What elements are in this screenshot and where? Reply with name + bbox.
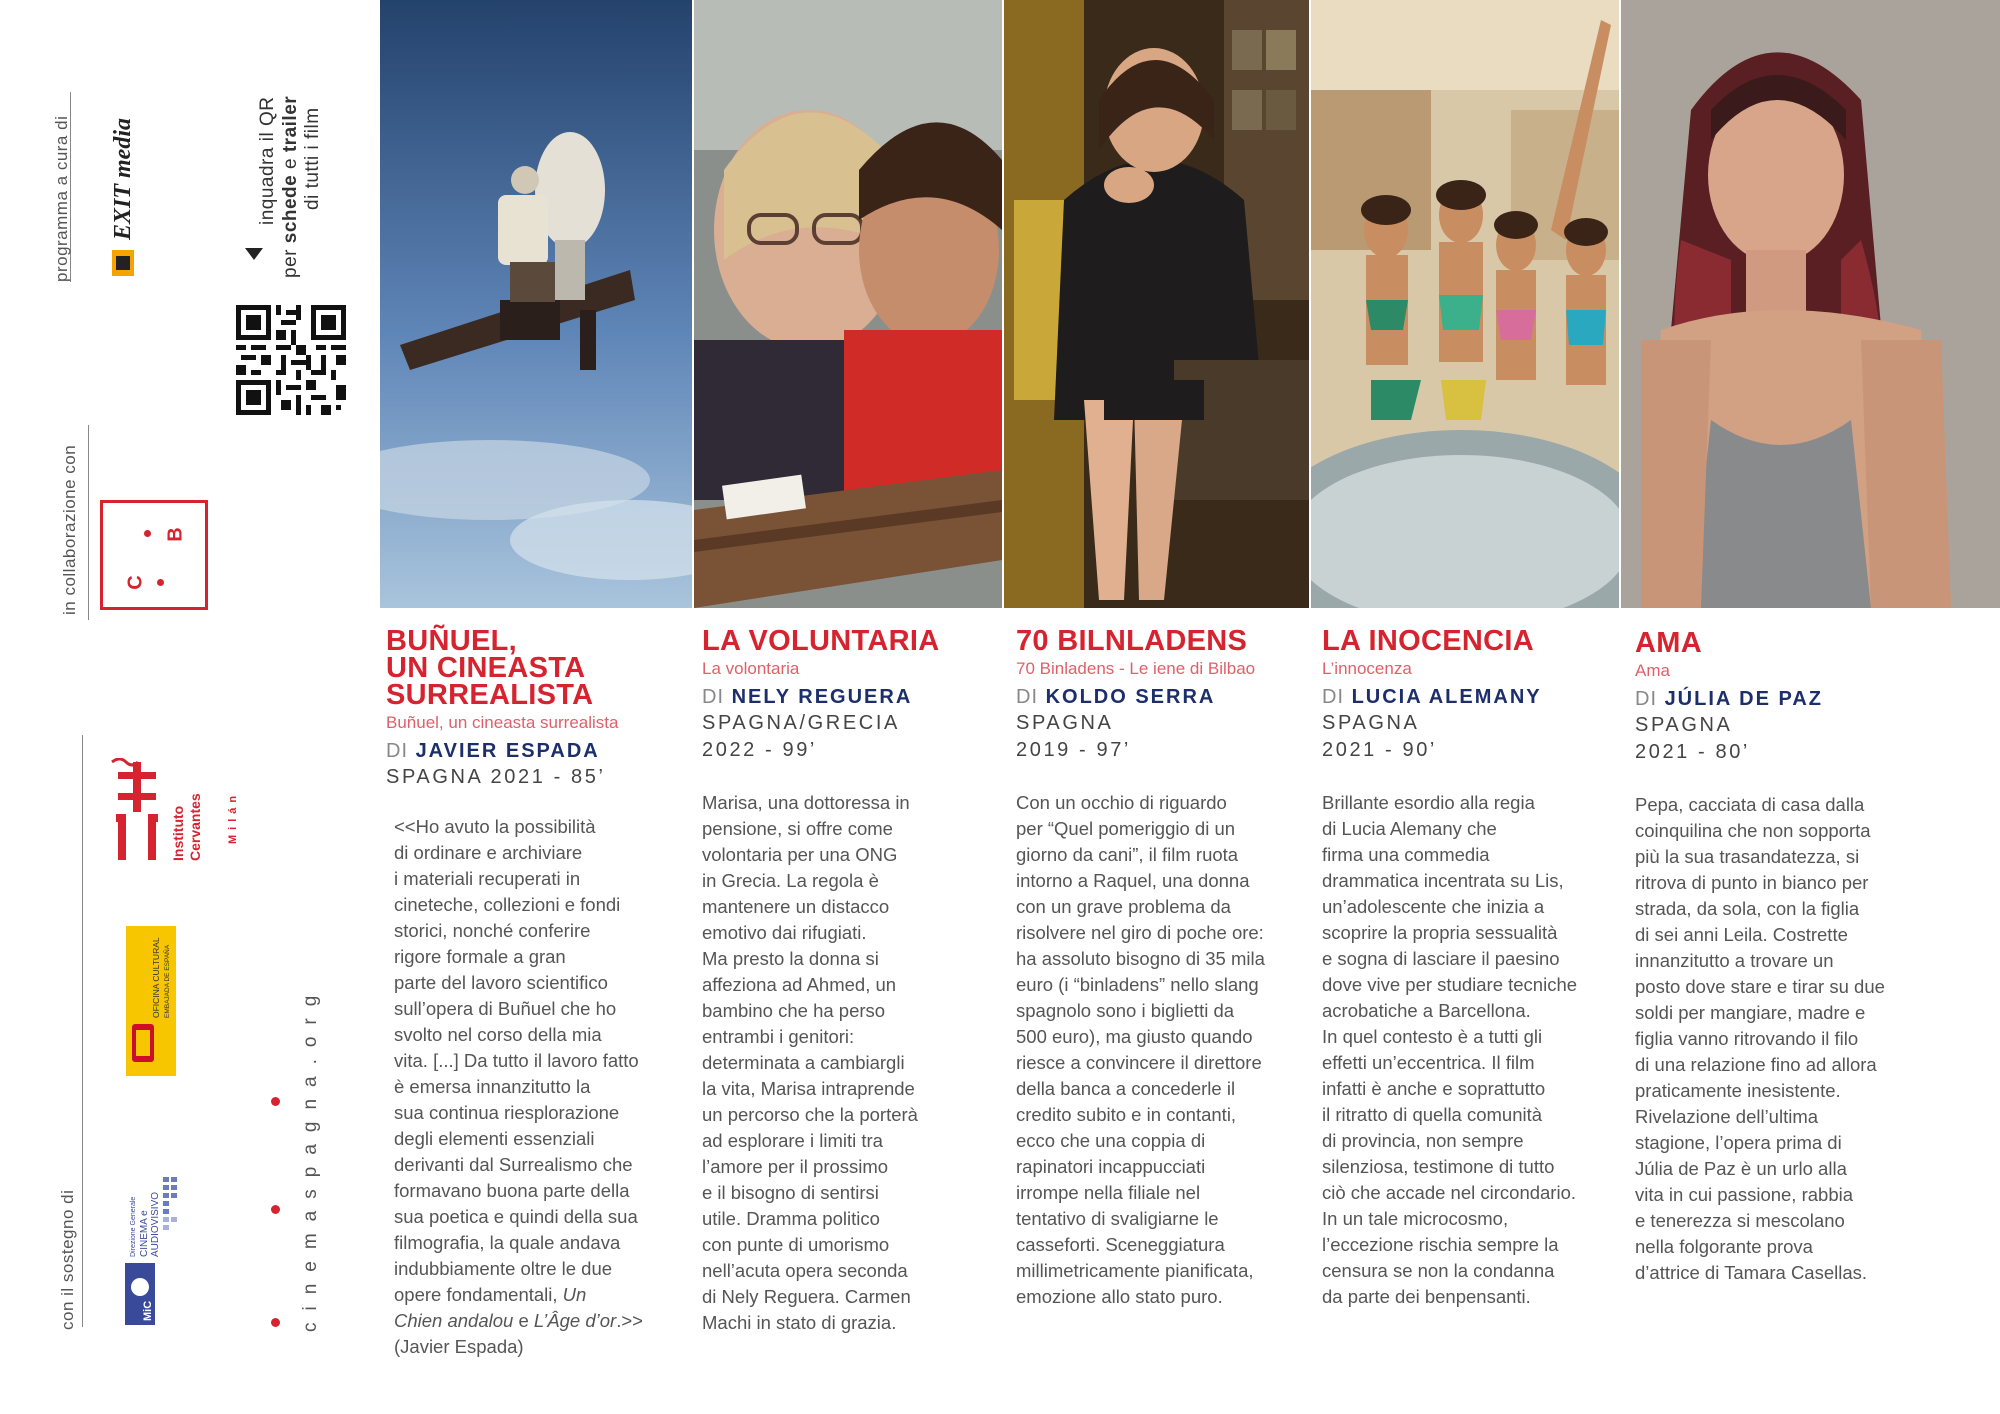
cb-dot bbox=[144, 530, 151, 537]
film-meta: SPAGNA bbox=[1635, 714, 1733, 736]
support-label: con il sostegno di bbox=[58, 1189, 77, 1330]
divider-line bbox=[82, 735, 83, 1327]
svg-text:Direzione Generale: Direzione Generale bbox=[130, 1196, 137, 1257]
film-meta: SPAGNA 2021 - 85’ bbox=[386, 766, 606, 788]
cb-dot bbox=[157, 579, 164, 586]
film-synopsis: Brillante esordio alla regia di Lucia Alemany che firma una commedia drammatica incentrata su Lis, un’adolescente che inizia a scoprire la propria sessualità e sogna di lasciare il paesino dove vive per studiare tecniche acrobatiche a Barcellona. In quel contesto è a tutti gli effetti un’eccentrica. Il film infatti è anche e soprattutto il ritratto di quella comunità di provincia, non sempre silenziosa, testimone di tutto ciò che accade nel circondario. In un tale microcosmo, l’eccezione rischia sempre la censura se non la condanna da parte dei benpensanti. bbox=[1322, 792, 1578, 1307]
film-meta: SPAGNA bbox=[1016, 712, 1114, 734]
film-synopsis: Con un occhio di riguardo per “Quel pomeriggio di un giorno da cani”, il film ruota intorno a Raquel, una donna con un grave problema da risolvere nel giro di poche ore: ha assoluto bisogno di 35 mila euro (i “binladens” nello slang spagnolo sono i biglietti da 500 euro), ma giusto quando riesce a convincere il direttore della banca a concederle il credito subito e in contanti, ecco che una coppia di rapinatori incappucciati irrompe nella filiale nel tentativo di svaligiarne le casseforti. Sceneggiatura millimetricamente pianificata, emozione allo stato puro. bbox=[1016, 792, 1265, 1307]
qr-line-3: di tutti i film bbox=[302, 107, 323, 210]
original-title: 70 Binladens - Le iene di Bilbao bbox=[1016, 659, 1256, 678]
original-title: L’innocenza bbox=[1322, 659, 1412, 678]
film-meta: 2022 - 99’ bbox=[702, 739, 817, 761]
director-name: KOLDO SERRA bbox=[1045, 686, 1216, 708]
svg-text:Cervantes: Cervantes bbox=[187, 793, 203, 861]
oficina-cultural-logo bbox=[126, 926, 176, 1076]
qr-code[interactable] bbox=[236, 305, 346, 415]
decorative-dot bbox=[271, 1097, 280, 1106]
film-info bbox=[702, 625, 1000, 1336]
film-title-line: SURREALISTA bbox=[386, 679, 594, 711]
film-meta: 2021 - 90’ bbox=[1322, 739, 1437, 761]
svg-text:CINEMA e: CINEMA e bbox=[139, 1210, 150, 1257]
film-title-line: BUÑUEL, bbox=[386, 625, 517, 657]
film-info bbox=[1322, 625, 1619, 1310]
original-title: La volontaria bbox=[702, 659, 800, 678]
film-meta: SPAGNA bbox=[1322, 712, 1420, 734]
svg-text:EMBAJADA DE ESPAÑA: EMBAJADA DE ESPAÑA bbox=[164, 944, 171, 1018]
film-title: LA INOCENCIA bbox=[1322, 625, 1534, 657]
sidebar bbox=[0, 0, 380, 1414]
film-title: 70 BILNLADENS bbox=[1016, 625, 1248, 657]
film-still-la-inocencia bbox=[1311, 0, 1619, 608]
exit-media-logo bbox=[108, 90, 138, 280]
director-line: DI NELY REGUERA bbox=[702, 686, 913, 708]
qr-line-1: inquadra il QR bbox=[257, 96, 278, 225]
cb-letter-b: B bbox=[164, 527, 187, 542]
collaboration-label: in collaborazione con bbox=[60, 444, 79, 615]
svg-text:Milán: Milán bbox=[227, 790, 239, 844]
film-info bbox=[1016, 625, 1309, 1310]
film-info bbox=[1635, 628, 1995, 1286]
exit-logo-text: EXIT media bbox=[110, 117, 136, 240]
instituto-cervantes-logo bbox=[108, 758, 258, 868]
svg-text:Instituto: Instituto bbox=[170, 805, 186, 861]
film-meta: 2021 - 80’ bbox=[1635, 741, 1750, 763]
divider-line bbox=[88, 425, 89, 620]
director-name: JAVIER ESPADA bbox=[415, 740, 600, 762]
mic-cinema-audiovisivo-logo bbox=[125, 1175, 187, 1327]
decorative-dot bbox=[271, 1205, 280, 1214]
decorative-dot bbox=[271, 1318, 280, 1327]
cb-letter-c: C bbox=[124, 575, 147, 590]
film-still-la-voluntaria bbox=[694, 0, 1002, 608]
original-title: Buñuel, un cineasta surrealista bbox=[386, 713, 619, 732]
film-synopsis: Pepa, cacciata di casa dalla coinquilina che non sopporta più la sua trasandatezza, si ritrova di punto in bianco per strada, da sola, con la figlia di sei anni Leila. Costrette innanzitutto a trovare un posto dove stare e tirar su due soldi per mangiare, madre e figlia vanno ritrovando il filo di una relazione fino ad allora praticamente inesistente. Rivelazione dell’ultima stagione, l’opera prima di Júlia de Paz è un urlo alla vita in cui passione, rabbia e tenerezza si mescolano nella folgorante prova d’attrice di Tamara Casellas. bbox=[1635, 794, 1885, 1283]
director-name: LUCIA ALEMANY bbox=[1351, 686, 1542, 708]
director-line: DI JAVIER ESPADA bbox=[386, 740, 600, 762]
film-meta: 2019 - 97’ bbox=[1016, 739, 1131, 761]
director-name: JÚLIA DE PAZ bbox=[1664, 688, 1824, 710]
film-info bbox=[386, 625, 686, 1360]
arrow-down-icon bbox=[245, 248, 263, 260]
film-synopsis: Marisa, una dottoressa in pensione, si offre come volontaria per una ONG in Grecia. La regola è mantenere un distacco emotivo dai rifugiati. Ma presto la donna si affeziona ad Ahmed, un bambino che ha perso entrambi i genitori: determinata a cambiargli la vita, Marisa intraprende un percorso che la porterà ad esplorare i limiti tra l’amore per il prossimo e il bisogno di sentirsi utile. Dramma politico con punte di umorismo nell’acuta opera seconda di Nely Reguera. Carmen Machi in stato di grazia. bbox=[702, 792, 918, 1333]
director-line: DI JÚLIA DE PAZ bbox=[1635, 688, 1824, 710]
svg-text:MiC: MiC bbox=[142, 1300, 154, 1321]
film-title: LA VOLUNTARIA bbox=[702, 625, 940, 657]
director-line: DI KOLDO SERRA bbox=[1016, 686, 1216, 708]
film-title: AMA bbox=[1635, 627, 1702, 659]
qr-line-2: per schede e trailer bbox=[280, 95, 301, 278]
curated-by-label: programma a cura di bbox=[52, 115, 71, 282]
film-title bbox=[386, 625, 686, 711]
film-synopsis: <<Ho avuto la possibilità di ordinare e archiviare i materiali recuperati in cineteche, collezioni e fondi storici, nonché conferire rigore formale a gran parte del lavoro scientifico sull’opera di Buñuel che ho svolto nel corso della mia vita. [...] Da tutto il lavoro fatto è emersa innanzitutto la sua continua riesplorazione degli elementi essenziali derivanti dal Surrealismo che formavano buona parte della sua poetica e quindi della sua filmografia, la quale andava indubbiamente oltre le due opere fondamentali, Un Chien andalou e L’Âge d’or.>> (Javier Espada) bbox=[394, 816, 643, 1357]
film-still-70-bilnladens bbox=[1004, 0, 1309, 608]
film-still-bunuel bbox=[380, 0, 692, 608]
director-line: DI LUCIA ALEMANY bbox=[1322, 686, 1542, 708]
film-meta: SPAGNA/GRECIA bbox=[702, 712, 900, 734]
cb-logo bbox=[100, 500, 208, 610]
film-still-ama bbox=[1621, 0, 2000, 608]
film-title-line: UN CINEASTA bbox=[386, 652, 586, 684]
director-name: NELY REGUERA bbox=[731, 686, 913, 708]
original-title: Ama bbox=[1635, 661, 1670, 680]
svg-text:AUDIOVISIVO: AUDIOVISIVO bbox=[150, 1191, 161, 1257]
svg-text:OFICINA CULTURAL: OFICINA CULTURAL bbox=[151, 937, 161, 1018]
website-link[interactable]: cinemaspagna.org bbox=[300, 983, 321, 1332]
